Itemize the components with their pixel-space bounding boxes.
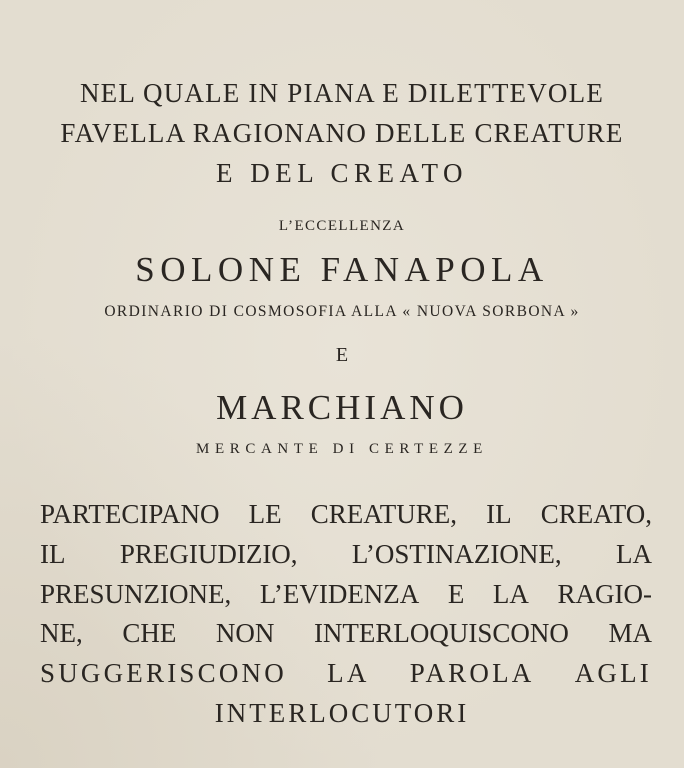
word: L’EVIDENZA <box>259 579 420 609</box>
word: CREATURE, <box>310 499 457 529</box>
conjunction: E <box>335 344 349 366</box>
word: NE, <box>40 618 83 648</box>
participants-line-5 <box>40 660 652 687</box>
participants-line-2 <box>40 541 652 568</box>
word: AGLI <box>574 658 652 688</box>
speaker1-honorific: L’ECCELLENZA <box>278 218 406 234</box>
word: LA <box>327 658 370 688</box>
speaker2-title: MERCANTE DI CERTEZZE <box>196 441 488 457</box>
participants-line-1 <box>40 501 652 528</box>
speaker1-title: ORDINARIO DI COSMOSOFIA ALLA « NUOVA SORBONA » <box>104 303 580 320</box>
word: LE <box>248 499 282 529</box>
word: IL <box>40 539 66 569</box>
word: SUGGERISCONO <box>40 658 287 688</box>
speaker2-name: MARCHIANO <box>216 388 468 427</box>
participants-line-3 <box>40 581 652 608</box>
heading-line-3: E DEL CREATO <box>216 158 468 188</box>
participants-line-4 <box>40 620 652 647</box>
speaker1-name: SOLONE FANAPOLA <box>135 250 549 289</box>
word: PREGIUDIZIO, <box>119 539 298 569</box>
word: LA <box>615 539 652 569</box>
word: PRESUNZIONE, <box>40 579 232 609</box>
word: PAROLA <box>409 658 535 688</box>
heading-line-1: NEL QUALE IN PIANA E DILETTEVOLE <box>79 78 605 108</box>
word: CHE <box>122 618 177 648</box>
word: LA <box>492 579 529 609</box>
word: CREATO, <box>540 499 652 529</box>
word: RAGIO- <box>557 579 652 609</box>
word: NON <box>215 618 275 648</box>
word: E <box>447 579 465 609</box>
word: MA <box>608 618 652 648</box>
word: INTERLOQUISCONO <box>313 618 569 648</box>
word: IL <box>486 499 512 529</box>
word: L’OSTINAZIONE, <box>351 539 562 569</box>
heading-line-2: FAVELLA RAGIONANO DELLE CREATURE <box>60 118 624 148</box>
word: PARTECIPANO <box>40 499 220 529</box>
participants-line-6: INTERLOCUTORI <box>214 698 470 728</box>
